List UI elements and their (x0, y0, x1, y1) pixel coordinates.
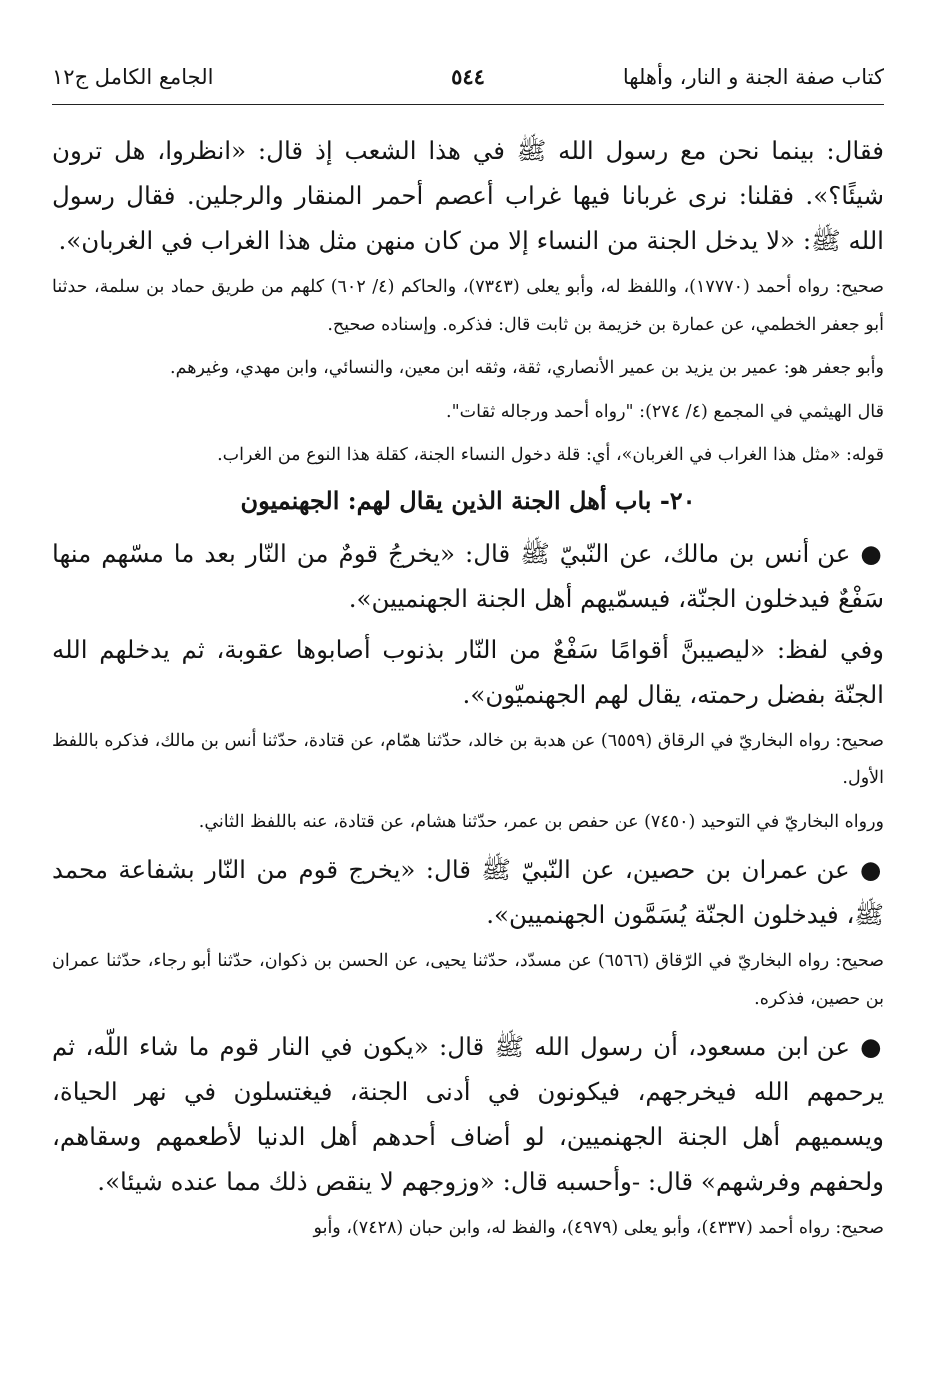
page-number: ٥٤٤ (451, 64, 485, 89)
bullet-icon: ● (860, 538, 884, 568)
bullet-icon: ● (860, 855, 884, 884)
chapter-heading: ٢٠- باب أهل الجنة الذين يقال لهم: الجهنميون (240, 485, 696, 515)
page-body (52, 128, 884, 1254)
takhrij-note: ورواه البخاريّ في التوحيد (٧٤٥٠) عن حفص بن عمر، حدّثنا هشام، عن قتادة، عنه باللفظ الثاني. (198, 811, 884, 832)
hadith-text: ● عن أنس بن مالك، عن النّبيّ ﷺ قال: «يخرجُ قومٌ من النّار بعد ما مسّهم منها سَفْعٌ فيدخلون الجنّة، فيسمّيهم أهل الجنة الجهنميين». (52, 538, 884, 613)
page-header (52, 56, 884, 100)
takhrij-note: صحيح: رواه البخاريّ في الرقاق (٦٥٥٩) عن هدبة بن خالد، حدّثنا همّام، عن قتادة، حدّثنا أنس بن مالك، فذكره باللفظ الأول. (52, 730, 884, 788)
haythami-note: قال الهيثمي في المجمع (٤/ ٢٧٤): "رواه أحمد ورجاله ثقات". (446, 401, 884, 422)
header-divider (52, 104, 884, 105)
narrator-note: وأبو جعفر هو: عمير بن يزيد بن عمير الأنصاري، ثقة، وثقه ابن معين، والنسائي، وابن مهدي، وغيرهم. (170, 358, 884, 378)
hadith-text: وفي لفظ: «ليصيبنَّ أقوامًا سَفْعٌ من النّار بذنوب أصابوها عقوبة، ثم يدخلهم الله الجنّة بفضل رحمته، يقال لهم الجهنميّون». (52, 634, 884, 709)
hadith-text: ● عن عمران بن حصين، عن النّبيّ ﷺ قال: «يخرج قوم من النّار بشفاعة محمد ﷺ، فيدخلون الجنّة يُسَمَّون الجهنميين». (52, 855, 884, 929)
takhrij-note: صحيح: رواه أحمد (١٧٧٧٠)، واللفظ له، وأبو يعلى (٧٣٤٣)، والحاكم (٤/ ٦٠٢) كلهم من طريق حماد بن سلمة، حدثنا أبو جعفر الخطمي، عن عمارة بن خزيمة بن ثابت قال: فذكره. وإسناده صحيح. (52, 277, 885, 335)
takhrij-note: صحيح: رواه أحمد (٤٣٣٧)، وأبو يعلى (٤٩٧٩)، والفظ له، وابن حبان (٧٤٢٨)، وأبو (313, 1218, 884, 1238)
header-book-title: كتاب صفة الجنة و النار، وأهلها (622, 65, 884, 89)
takhrij-note: صحيح: رواه البخاريّ في الرّقاق (٦٥٦٦) عن مسدّد، حدّثنا يحيى، عن الحسن بن ذكوان، حدّثنا أبو رجاء، حدّثنا عمران بن حصين، فذكره. (52, 951, 884, 1009)
explanation-note: قوله: «مثل هذا الغراب في الغربان»، أي: قلة دخول النساء الجنة، كقلة هذا النوع من الغراب. (217, 445, 884, 465)
hadith-text: ● عن ابن مسعود، أن رسول الله ﷺ قال: «يكون في النار قوم ما شاء اللّه، ثم يرحمهم الله فيخرجهم، فيكونون في أدنى الجنة، فيغتسلون في نهر الحياة، ويسميهم أهل الجنة الجهنميين، لو أضاف أحدهم أهل الدنيا لأطعمهم وسقاهم، ولحفهم وفرشهم» قال: -وأحسبه قال: «وزوجهم لا ينقص ذلك مما عنده شيئا». (52, 1032, 884, 1196)
bullet-icon: ● (860, 1032, 884, 1061)
hadith-text: فقال: بينما نحن مع رسول الله ﷺ في هذا الشعب إذ قال: «انظروا، هل ترون شيئًا؟». فقلنا: نرى غربانا فيها غراب أعصم أحمر المنقار والرجلين. فقال رسول الله ﷺ: «لا يدخل الجنة من النساء إلا من كان منهن مثل هذا الغراب في الغربان». (52, 136, 884, 255)
header-volume-title: الجامع الكامل ج١٢ (52, 65, 214, 89)
